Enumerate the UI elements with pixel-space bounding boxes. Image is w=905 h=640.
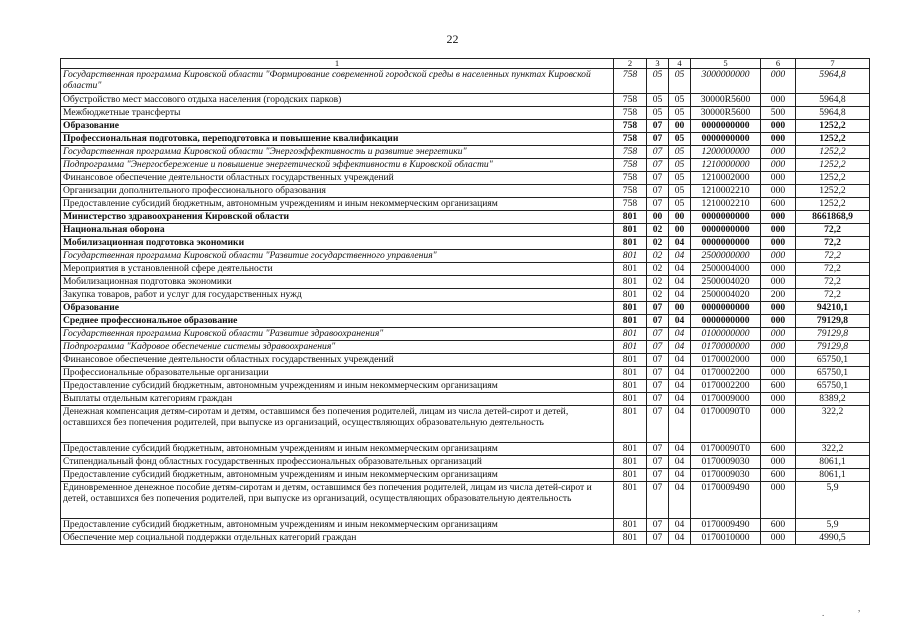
ministry-code-cell: 758 [614,185,647,198]
amount-cell: 72,2 [796,289,870,302]
target-article-cell: 0170009030 [691,469,761,482]
table-row [61,172,870,185]
expense-type-cell: 000 [761,276,796,289]
ministry-code-cell: 801 [614,237,647,250]
subsection-code-cell: 05 [669,107,691,120]
row-name-cell: Государственная программа Кировской области "Энергоэффективность и развитие энергетики" [61,146,614,159]
subsection-code-cell: 00 [669,302,691,315]
section-code-cell: 07 [647,133,669,146]
table-row [61,159,870,172]
ministry-code-cell: 801 [614,289,647,302]
amount-cell: 322,2 [796,406,870,443]
expense-type-cell: 000 [761,302,796,315]
row-name-cell: Обустройство мест массового отдыха населения (городских парков) [61,94,614,107]
section-code-cell: 07 [647,443,669,456]
expense-type-cell: 600 [761,443,796,456]
subsection-code-cell: 04 [669,263,691,276]
table-row [61,198,870,211]
row-name-cell: Предоставление субсидий бюджетным, автономным учреждениям и иным некоммерческим организациям [61,519,614,532]
row-name-cell: Образование [61,302,614,315]
header-cell: 6 [761,59,796,69]
section-code-cell: 07 [647,120,669,133]
scan-mark: , [858,603,861,613]
expense-type-cell: 000 [761,224,796,237]
amount-cell: 72,2 [796,276,870,289]
row-name-cell: Мобилизационная подготовка экономики [61,276,614,289]
section-code-cell: 07 [647,328,669,341]
row-name-cell: Среднее профессиональное образование [61,315,614,328]
table-row [61,276,870,289]
section-code-cell: 07 [647,532,669,545]
expense-type-cell: 000 [761,211,796,224]
expense-type-cell: 000 [761,367,796,380]
section-code-cell: 05 [647,69,669,94]
amount-cell: 65750,1 [796,380,870,393]
row-name-cell: Предоставление субсидий бюджетным, автономным учреждениям и иным некоммерческим организациям [61,380,614,393]
expense-type-cell: 600 [761,469,796,482]
row-name-cell: Мобилизационная подготовка экономики [61,237,614,250]
amount-cell: 72,2 [796,250,870,263]
target-article-cell: 0170009000 [691,393,761,406]
ministry-code-cell: 758 [614,172,647,185]
row-name-cell: Профессиональные образовательные организации [61,367,614,380]
table-row [61,302,870,315]
row-name-cell: Министерство здравоохранения Кировской области [61,211,614,224]
subsection-code-cell: 05 [669,69,691,94]
section-code-cell: 02 [647,224,669,237]
table-row [61,532,870,545]
ministry-code-cell: 758 [614,94,647,107]
target-article-cell: 1210000000 [691,159,761,172]
expense-type-cell: 600 [761,380,796,393]
table-row [61,380,870,393]
expense-type-cell: 000 [761,172,796,185]
subsection-code-cell: 04 [669,532,691,545]
expense-type-cell: 000 [761,315,796,328]
row-name-cell: Государственная программа Кировской области "Формирование современной городской среды в населенных пунктах Кировской области" [61,69,614,94]
table-row [61,289,870,302]
section-code-cell: 02 [647,237,669,250]
target-article-cell: 0000000000 [691,120,761,133]
section-code-cell: 07 [647,159,669,172]
expense-type-cell: 000 [761,328,796,341]
expense-type-cell: 000 [761,532,796,545]
subsection-code-cell: 04 [669,482,691,519]
target-article-cell: 0000000000 [691,237,761,250]
target-article-cell: 0170009490 [691,519,761,532]
row-name-cell: Государственная программа Кировской области "Развитие здравоохранения" [61,328,614,341]
ministry-code-cell: 758 [614,120,647,133]
target-article-cell: 0170002000 [691,354,761,367]
page-number: 22 [446,32,459,46]
amount-cell: 5,9 [796,482,870,519]
amount-cell: 65750,1 [796,354,870,367]
target-article-cell: 1210002000 [691,172,761,185]
row-name-cell: Предоставление субсидий бюджетным, автономным учреждениям и иным некоммерческим организациям [61,443,614,456]
row-name-cell: Профессиональная подготовка, переподготовка и повышение квалификации [61,133,614,146]
amount-cell: 8061,1 [796,456,870,469]
subsection-code-cell: 04 [669,393,691,406]
subsection-code-cell: 05 [669,159,691,172]
subsection-code-cell: 04 [669,367,691,380]
table-row [61,120,870,133]
expense-type-cell: 000 [761,120,796,133]
row-name-cell: Предоставление субсидий бюджетным, автономным учреждениям и иным некоммерческим организациям [61,198,614,211]
subsection-code-cell: 04 [669,443,691,456]
section-code-cell: 05 [647,94,669,107]
ministry-code-cell: 758 [614,69,647,94]
subsection-code-cell: 04 [669,237,691,250]
amount-cell: 79129,8 [796,315,870,328]
row-name-cell: Межбюджетные трансферты [61,107,614,120]
amount-cell: 1252,2 [796,146,870,159]
section-code-cell: 07 [647,519,669,532]
target-article-cell: 01700090Т0 [691,406,761,443]
table-row [61,393,870,406]
section-code-cell: 07 [647,172,669,185]
section-code-cell: 07 [647,482,669,519]
target-article-cell: 0170002200 [691,380,761,393]
expense-type-cell: 200 [761,289,796,302]
section-code-cell: 07 [647,393,669,406]
target-article-cell: 1200000000 [691,146,761,159]
target-article-cell: 3000000000 [691,69,761,94]
table-row [61,94,870,107]
subsection-code-cell: 05 [669,133,691,146]
target-article-cell: 01700090Т0 [691,443,761,456]
ministry-code-cell: 801 [614,482,647,519]
section-code-cell: 07 [647,146,669,159]
subsection-code-cell: 05 [669,94,691,107]
target-article-cell: 2500004020 [691,276,761,289]
expense-type-cell: 500 [761,107,796,120]
row-name-cell: Подпрограмма "Кадровое обеспечение системы здравоохранения" [61,341,614,354]
section-code-cell: 02 [647,250,669,263]
target-article-cell: 0170010000 [691,532,761,545]
table-row [61,211,870,224]
subsection-code-cell: 04 [669,250,691,263]
table-header-row [61,59,870,69]
table-row [61,146,870,159]
expense-type-cell: 000 [761,456,796,469]
ministry-code-cell: 801 [614,519,647,532]
amount-cell: 72,2 [796,224,870,237]
ministry-code-cell: 801 [614,354,647,367]
expense-type-cell: 000 [761,354,796,367]
section-code-cell: 05 [647,107,669,120]
header-cell: 3 [647,59,669,69]
table-row [61,482,870,519]
section-code-cell: 07 [647,354,669,367]
amount-cell: 1252,2 [796,185,870,198]
target-article-cell: 0000000000 [691,302,761,315]
ministry-code-cell: 801 [614,263,647,276]
ministry-code-cell: 801 [614,211,647,224]
amount-cell: 1252,2 [796,133,870,146]
row-name-cell: Финансовое обеспечение деятельности областных государственных учреждений [61,354,614,367]
ministry-code-cell: 801 [614,393,647,406]
amount-cell: 8661868,9 [796,211,870,224]
header-cell: 7 [796,59,870,69]
table-row [61,406,870,443]
ministry-code-cell: 801 [614,456,647,469]
target-article-cell: 0000000000 [691,133,761,146]
row-name-cell: Закупка товаров, работ и услуг для государственных нужд [61,289,614,302]
ministry-code-cell: 801 [614,276,647,289]
target-article-cell: 0000000000 [691,211,761,224]
header-cell: 2 [614,59,647,69]
section-code-cell: 02 [647,263,669,276]
expense-type-cell: 600 [761,519,796,532]
target-article-cell: 0170000000 [691,341,761,354]
subsection-code-cell: 04 [669,289,691,302]
table-row [61,328,870,341]
ministry-code-cell: 801 [614,250,647,263]
amount-cell: 5964,8 [796,107,870,120]
row-name-cell: Мероприятия в установленной сфере деятельности [61,263,614,276]
table-row [61,250,870,263]
amount-cell: 8061,1 [796,469,870,482]
amount-cell: 72,2 [796,263,870,276]
subsection-code-cell: 04 [669,456,691,469]
table-row [61,469,870,482]
expense-type-cell: 000 [761,94,796,107]
target-article-cell: 1210002210 [691,198,761,211]
ministry-code-cell: 801 [614,315,647,328]
header-cell: 1 [61,59,614,69]
ministry-code-cell: 801 [614,341,647,354]
amount-cell: 72,2 [796,237,870,250]
target-article-cell: 0100000000 [691,328,761,341]
section-code-cell: 07 [647,380,669,393]
row-name-cell: Организации дополнительного профессионального образования [61,185,614,198]
table-row [61,354,870,367]
section-code-cell: 07 [647,302,669,315]
expense-type-cell: 000 [761,159,796,172]
table-row [61,443,870,456]
expense-type-cell: 000 [761,393,796,406]
section-code-cell: 07 [647,185,669,198]
row-name-cell: Образование [61,120,614,133]
ministry-code-cell: 758 [614,107,647,120]
expense-type-cell: 000 [761,406,796,443]
ministry-code-cell: 801 [614,328,647,341]
table-row [61,519,870,532]
table-row [61,315,870,328]
subsection-code-cell: 05 [669,198,691,211]
expense-type-cell: 000 [761,263,796,276]
subsection-code-cell: 00 [669,120,691,133]
budget-table [60,58,870,545]
expense-type-cell: 000 [761,341,796,354]
table-row [61,367,870,380]
ministry-code-cell: 758 [614,133,647,146]
target-article-cell: 0000000000 [691,315,761,328]
target-article-cell: 2500004000 [691,263,761,276]
target-article-cell: 30000R5600 [691,94,761,107]
section-code-cell: 07 [647,456,669,469]
row-name-cell: Выплаты отдельным категориям граждан [61,393,614,406]
subsection-code-cell: 04 [669,276,691,289]
row-name-cell: Предоставление субсидий бюджетным, автономным учреждениям и иным некоммерческим организациям [61,469,614,482]
row-name-cell: Финансовое обеспечение деятельности областных государственных учреждений [61,172,614,185]
amount-cell: 5964,8 [796,69,870,94]
amount-cell: 5,9 [796,519,870,532]
ministry-code-cell: 801 [614,367,647,380]
section-code-cell: 07 [647,469,669,482]
subsection-code-cell: 00 [669,224,691,237]
section-code-cell: 07 [647,341,669,354]
section-code-cell: 07 [647,406,669,443]
target-article-cell: 0170009490 [691,482,761,519]
subsection-code-cell: 04 [669,469,691,482]
row-name-cell: Государственная программа Кировской области "Развитие государственного управления" [61,250,614,263]
subsection-code-cell: 04 [669,406,691,443]
target-article-cell: 2500000000 [691,250,761,263]
amount-cell: 1252,2 [796,159,870,172]
amount-cell: 4990,5 [796,532,870,545]
ministry-code-cell: 801 [614,443,647,456]
ministry-code-cell: 758 [614,159,647,172]
section-code-cell: 02 [647,276,669,289]
header-cell: 4 [669,59,691,69]
table-row [61,456,870,469]
expense-type-cell: 000 [761,237,796,250]
table-row [61,185,870,198]
section-code-cell: 02 [647,289,669,302]
table-row [61,263,870,276]
subsection-code-cell: 04 [669,354,691,367]
amount-cell: 322,2 [796,443,870,456]
subsection-code-cell: 04 [669,328,691,341]
amount-cell: 94210,1 [796,302,870,315]
subsection-code-cell: 04 [669,341,691,354]
expense-type-cell: 000 [761,69,796,94]
amount-cell: 79129,8 [796,341,870,354]
amount-cell: 65750,1 [796,367,870,380]
ministry-code-cell: 801 [614,224,647,237]
subsection-code-cell: 05 [669,172,691,185]
header-cell: 5 [691,59,761,69]
scan-mark: . [822,608,825,618]
expense-type-cell: 600 [761,198,796,211]
ministry-code-cell: 801 [614,380,647,393]
row-name-cell: Денежная компенсация детям-сиротам и детям, оставшимся без попечения родителей, лицам из числа детей-сирот и детей, оставшихся без попечения родителей, при выпуске из организаций, осуществляющих образовательную деятельность [61,406,614,443]
table-row [61,237,870,250]
row-name-cell: Национальная оборона [61,224,614,237]
subsection-code-cell: 05 [669,146,691,159]
amount-cell: 1252,2 [796,172,870,185]
table-row [61,224,870,237]
subsection-code-cell: 05 [669,185,691,198]
row-name-cell: Обеспечение мер социальной поддержки отдельных категорий граждан [61,532,614,545]
section-code-cell: 07 [647,198,669,211]
ministry-code-cell: 801 [614,469,647,482]
expense-type-cell: 000 [761,250,796,263]
row-name-cell: Стипендиальный фонд областных государственных профессиональных образовательных организаций [61,456,614,469]
amount-cell: 79129,8 [796,328,870,341]
ministry-code-cell: 801 [614,406,647,443]
expense-type-cell: 000 [761,133,796,146]
table-row [61,69,870,94]
section-code-cell: 07 [647,367,669,380]
section-code-cell: 07 [647,315,669,328]
ministry-code-cell: 758 [614,146,647,159]
ministry-code-cell: 801 [614,532,647,545]
table-row [61,341,870,354]
row-name-cell: Подпрограмма "Энергосбережение и повышение энергетической эффективности в Кировской области" [61,159,614,172]
target-article-cell: 0170002200 [691,367,761,380]
expense-type-cell: 000 [761,185,796,198]
amount-cell: 5964,8 [796,94,870,107]
ministry-code-cell: 758 [614,198,647,211]
target-article-cell: 30000R5600 [691,107,761,120]
expense-type-cell: 000 [761,146,796,159]
row-name-cell: Единовременное денежное пособие детям-сиротам и детям, оставшимся без попечения родителей, лицам из числа детей-сирот и детей, оставшихся без попечения родителей, при выпуске из организаций, осуществляющих образовательную деятельность [61,482,614,519]
target-article-cell: 0170009030 [691,456,761,469]
amount-cell: 8389,2 [796,393,870,406]
target-article-cell: 2500004020 [691,289,761,302]
amount-cell: 1252,2 [796,198,870,211]
expense-type-cell: 000 [761,482,796,519]
section-code-cell: 00 [647,211,669,224]
amount-cell: 1252,2 [796,120,870,133]
table-row [61,133,870,146]
subsection-code-cell: 00 [669,211,691,224]
table-row [61,107,870,120]
target-article-cell: 0000000000 [691,224,761,237]
ministry-code-cell: 801 [614,302,647,315]
subsection-code-cell: 04 [669,519,691,532]
target-article-cell: 1210002210 [691,185,761,198]
subsection-code-cell: 04 [669,380,691,393]
subsection-code-cell: 04 [669,315,691,328]
